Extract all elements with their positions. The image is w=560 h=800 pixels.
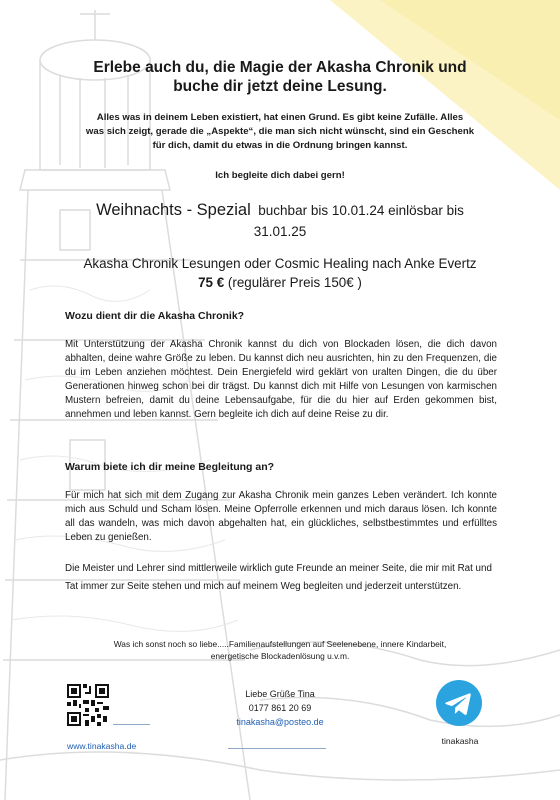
headline: [40, 58, 520, 96]
qr-code-icon[interactable]: [67, 684, 109, 726]
intro-line-2: was sich zeigt, gerade die „Aspekte“, die man sich nicht wünscht, sind ein Geschenk: [85, 126, 475, 137]
divider-line: [113, 724, 150, 725]
christmas-special: [40, 200, 520, 242]
offer-price: 75 €: [198, 275, 225, 290]
contact-block: [200, 687, 360, 729]
phone-number[interactable]: 0177 861 20 69: [248, 703, 312, 713]
section-2-text-2: Die Meister und Lehrer sind mittlerweile wirklich gute Freunde an meiner Seite, die mir mit Rat und Tat immer zur Seite stehen und mich auf meinem Weg begleiten und jederzeit unterstützen.: [65, 563, 492, 592]
greeting: Liebe Grüße Tina: [245, 689, 315, 699]
special-dates-line-2: 31.01.25: [253, 224, 307, 239]
offer: [30, 254, 530, 292]
intro-text: [55, 111, 505, 153]
other-offerings-line-1: Was ich sonst noch so liebe.....Familienaufstellungen auf Seelenebene, innere Kindarbeit,: [113, 639, 447, 649]
telegram-username[interactable]: tinakasha: [441, 736, 479, 746]
section-1-heading: Wozu dient dir die Akasha Chronik?: [65, 310, 245, 322]
email-link[interactable]: tinakasha@posteo.de: [236, 717, 324, 727]
special-dates-line-1: buchbar bis 10.01.24 einlösbar bis: [258, 203, 464, 218]
headline-line-2: buche dir jetzt deine Lesung.: [173, 78, 387, 95]
intro-line-1: Alles was in deinem Leben existiert, hat einen Grund. Es gibt keine Zufälle. Alles: [96, 112, 464, 123]
intro-line-3: für dich, damit du etwas in die Ordnung bringen kannst.: [152, 140, 408, 151]
section-2-heading: Warum biete ich dir meine Begleitung an?: [65, 461, 275, 473]
offer-regular-price: (regulärer Preis 150€ ): [227, 275, 362, 290]
other-offerings-line-2: energetische Blockadenlösung u.v.m.: [210, 651, 350, 661]
section-1-text: Mit Unterstützung der Akasha Chronik kannst du dich von Blockaden lösen, die dich davon abhalten, deine wahre Größe zu leben. Du kannst dich neu ausrichten, hin zu den Frequenzen, die du im Leben anziehen möchtest. Dein Energiefeld wird geklärt von uralten Dingen, die du über Generationen hinweg schon bei dir trägst. Du kannst dich mit Hilfe von Lesungen von karmischen Mustern befreien, damit du deine Lebensaufgabe, für die du hier auf Erden gekommen bist, annehmen und leben kannst. Gern begleite ich dich auf deine Reise zu dir.: [65, 339, 497, 420]
offer-line: Akasha Chronik Lesungen oder Cosmic Healing nach Anke Evertz: [83, 256, 477, 271]
section-2-text: Für mich hat sich mit dem Zugang zur Akasha Chronik mein ganzes Leben verändert. Ich konnte mich aus Schuld und Scham lösen. Meine Opferrolle erkennen und mich daraus lösen. Ich konnte all das wandeln, was mich davon abgehalten hat, ein glückliches, selbstbestimmtes und erfülltes Leben zu genießen.: [65, 490, 497, 543]
special-label: Weihnachts - Spezial: [96, 201, 251, 219]
other-offerings: [70, 638, 490, 662]
headline-line-1: Erlebe auch du, die Magie der Akasha Chronik und: [93, 59, 467, 76]
website-link[interactable]: www.tinakasha.de: [67, 741, 137, 751]
telegram-icon[interactable]: [436, 680, 482, 726]
signature-line: [228, 748, 326, 749]
accompany-note: Ich begleite dich dabei gern!: [215, 170, 345, 181]
